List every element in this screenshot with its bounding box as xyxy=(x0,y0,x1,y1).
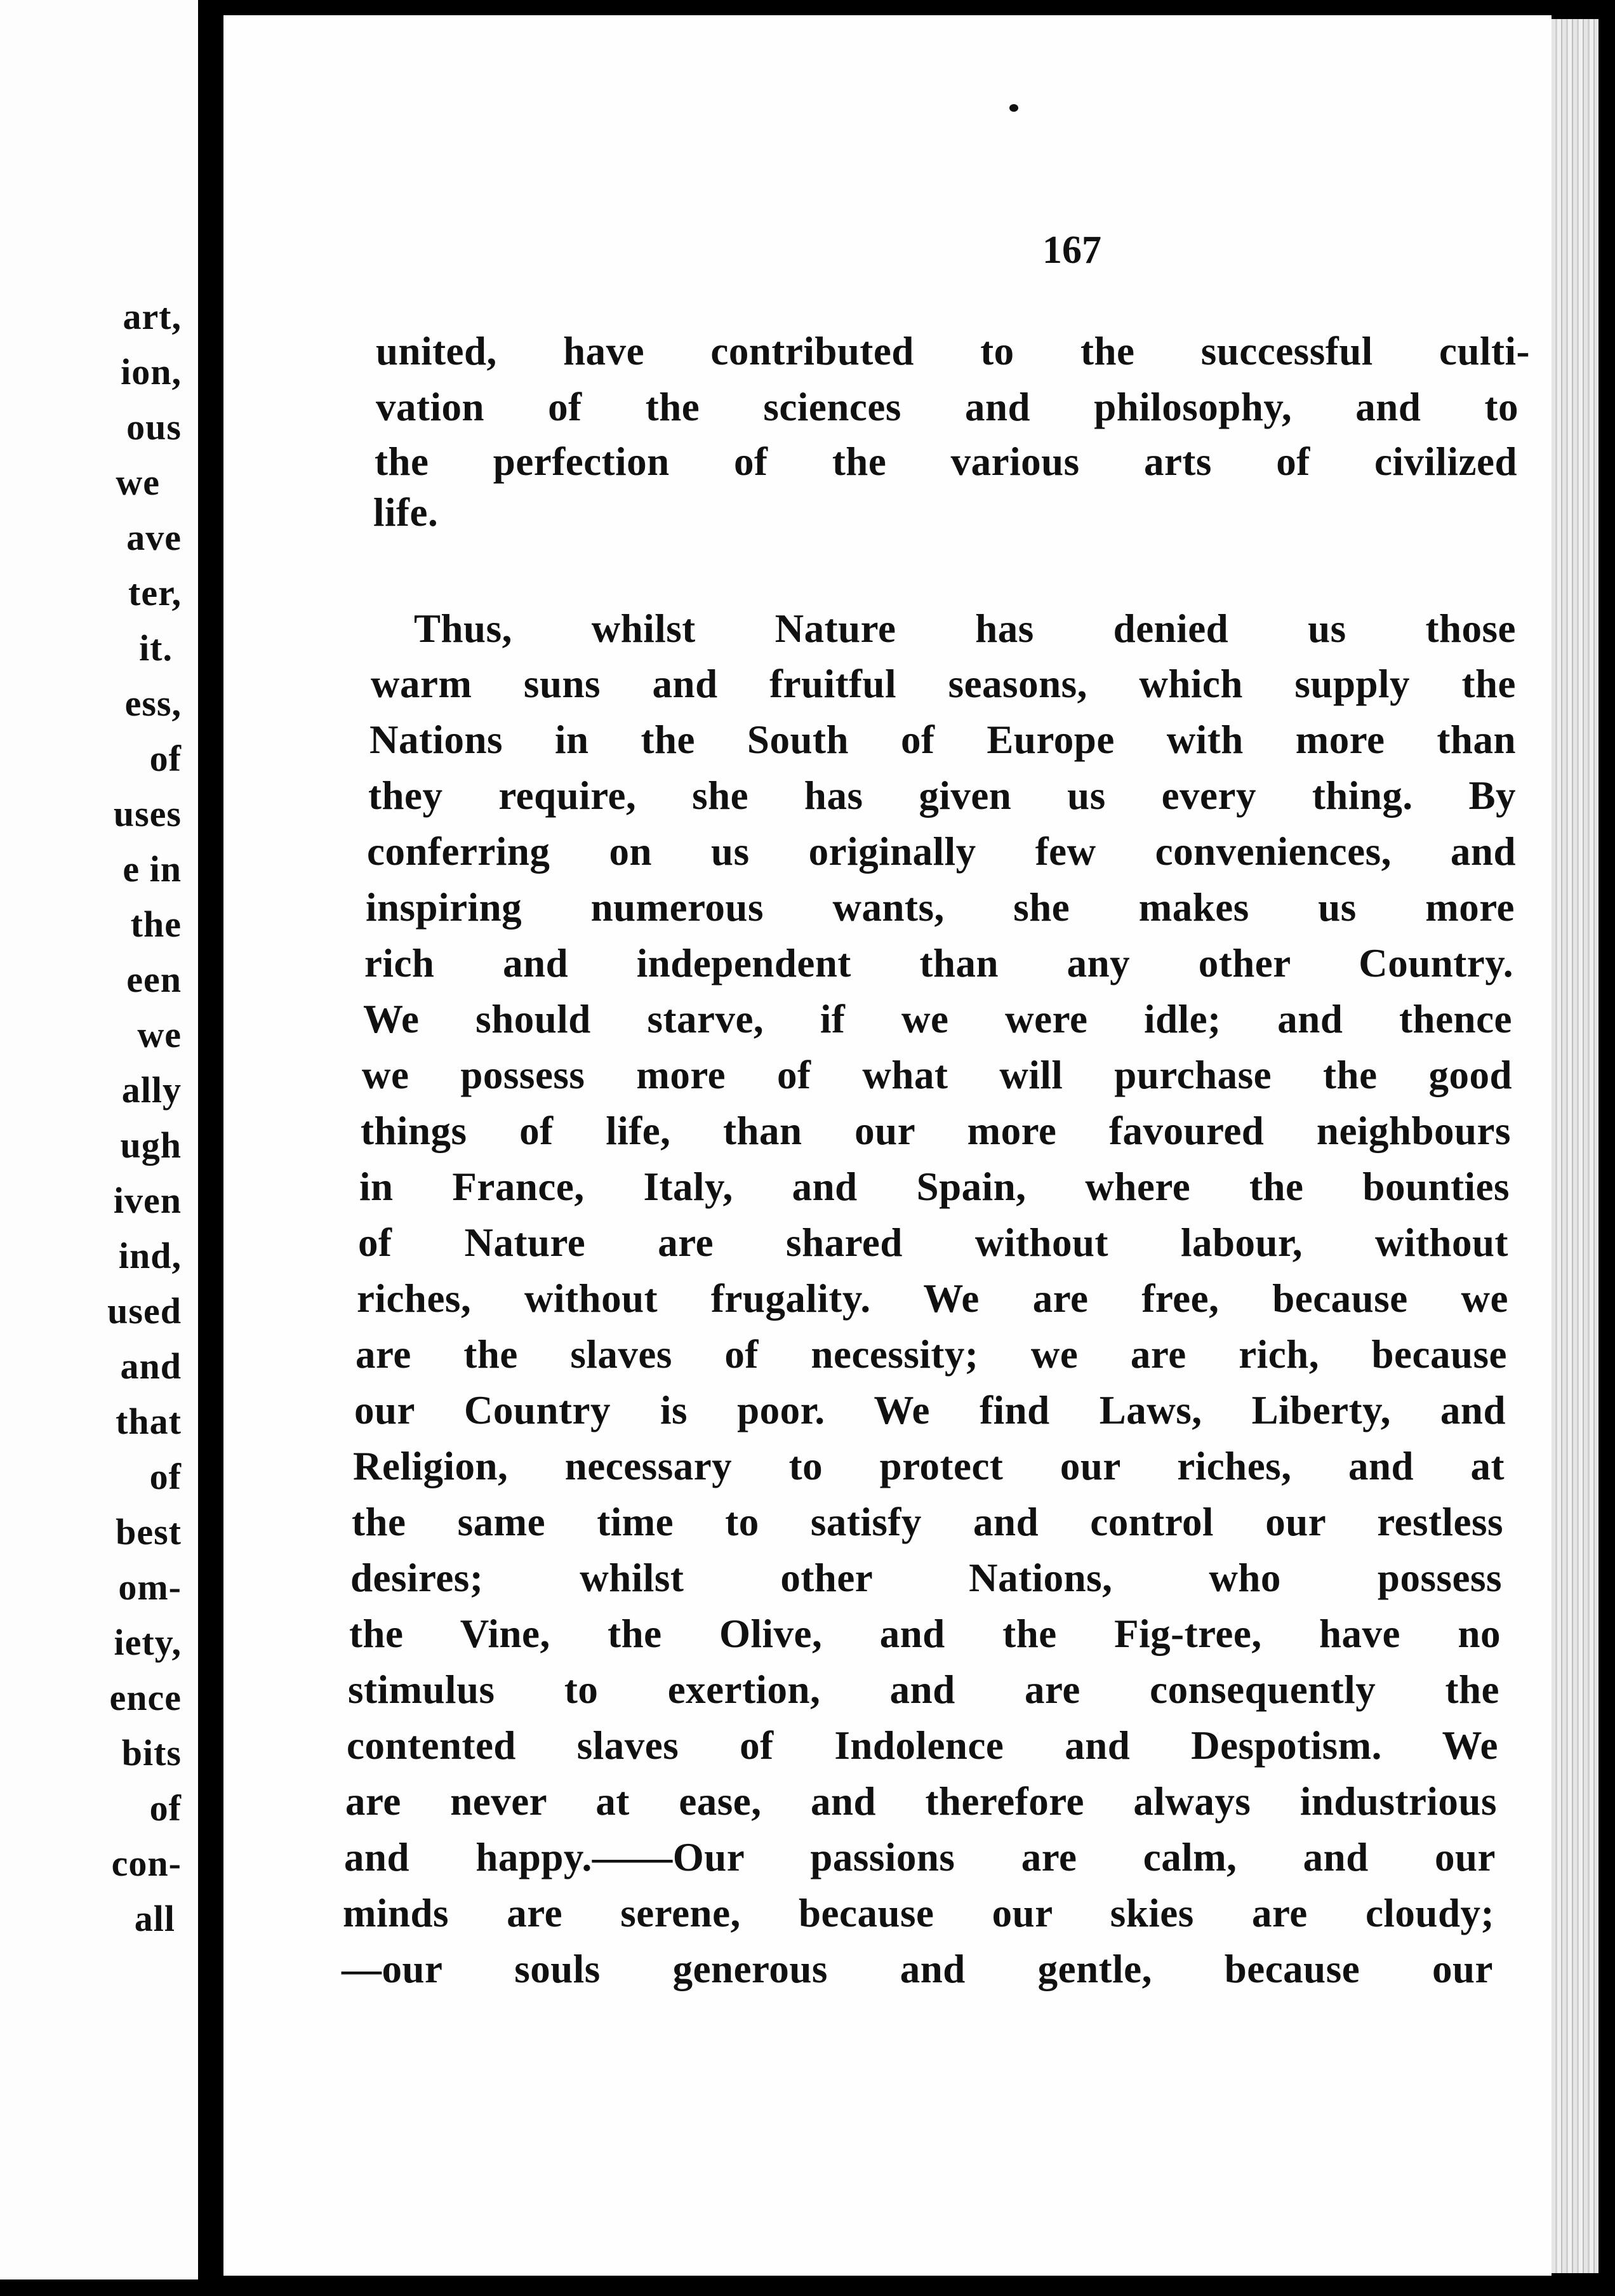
text-line: Nations in the South of Europe with more than xyxy=(369,718,1516,762)
text-line: rich and independent than any other Country. xyxy=(364,941,1513,985)
text-line: We should starve, if we were idle; and thence xyxy=(363,997,1512,1041)
text-line: desires; whilst other Nations, who possess xyxy=(350,1556,1502,1600)
facing-line: ous xyxy=(126,406,182,448)
text-line: the Vine, the Olive, and the Fig-tree, have no xyxy=(349,1612,1501,1656)
text-line: contented slaves of Indolence and Despotism. We xyxy=(347,1723,1498,1768)
text-line: are the slaves of necessity; we are rich, because xyxy=(356,1332,1507,1377)
text-line: and happy.——Our passions are calm, and our xyxy=(344,1835,1496,1879)
page-number: 167 xyxy=(1042,229,1101,272)
facing-line: ave xyxy=(126,517,182,558)
facing-line: it. xyxy=(139,627,173,669)
facing-line: ess, xyxy=(124,683,182,724)
text-line: they require, she has given us every thing. By xyxy=(368,773,1516,818)
facing-line: that xyxy=(116,1401,182,1442)
facing-line: con- xyxy=(111,1843,182,1884)
text-line: are never at ease, and therefore always industrious xyxy=(345,1779,1497,1824)
text-line: the same time to satisfy and control our restless xyxy=(352,1500,1503,1544)
text-line: in France, Italy, and Spain, where the bounties xyxy=(359,1165,1510,1209)
text-line: Thus, whilst Nature has denied us those xyxy=(414,606,1516,651)
book-page xyxy=(223,15,1552,2276)
text-line: the perfection of the various arts of civilized xyxy=(375,439,1517,484)
page-edge xyxy=(1552,19,1598,2273)
facing-line: iven xyxy=(113,1180,182,1221)
facing-line: bits xyxy=(121,1732,182,1773)
facing-line: iety, xyxy=(114,1622,182,1663)
text-line: warm suns and fruitful seasons, which supply the xyxy=(371,662,1516,706)
facing-line: ter, xyxy=(128,572,182,613)
facing-line: ally xyxy=(121,1069,182,1111)
text-line: minds are serene, because our skies are cloudy; xyxy=(343,1891,1494,1935)
facing-line: uses xyxy=(113,793,182,834)
text-line: vation of the sciences and philosophy, and to xyxy=(376,385,1519,429)
facing-line: art, xyxy=(123,296,182,337)
facing-line: e in xyxy=(123,848,182,890)
text-line: conferring on us originally few conveniences, and xyxy=(367,829,1516,874)
text-line: united, have contributed to the successful culti- xyxy=(376,329,1530,373)
facing-line: ence xyxy=(109,1677,182,1718)
facing-page xyxy=(0,0,198,2279)
text-line: Religion, necessary to protect our riches, and at xyxy=(353,1444,1505,1488)
facing-line: and xyxy=(120,1345,182,1387)
text-line: of Nature are shared without labour, without xyxy=(358,1220,1508,1265)
text-line: stimulus to exertion, and are consequently the xyxy=(348,1667,1499,1712)
facing-line: om- xyxy=(118,1566,182,1608)
body-text xyxy=(223,15,1552,2276)
text-line: things of life, than our more favoured neighbours xyxy=(361,1109,1511,1153)
facing-line: we xyxy=(137,1014,182,1055)
facing-line: we xyxy=(116,462,160,503)
facing-line: of xyxy=(149,1787,182,1829)
text-line: —our souls generous and gentle, because our xyxy=(342,1947,1493,1991)
facing-line: ion, xyxy=(121,351,182,392)
facing-line: een xyxy=(126,959,182,1000)
facing-line: used xyxy=(107,1290,182,1332)
facing-line: the xyxy=(130,904,182,945)
text-line: life. xyxy=(373,490,439,535)
facing-line: ugh xyxy=(120,1125,182,1166)
facing-line: of xyxy=(149,1456,182,1497)
text-line: inspiring numerous wants, she makes us more xyxy=(366,885,1515,930)
text-line: riches, without frugality. We are free, because we xyxy=(357,1276,1508,1321)
facing-line: of xyxy=(149,738,182,779)
facing-line: best xyxy=(116,1511,182,1552)
text-line: we possess more of what will purchase the good xyxy=(362,1053,1512,1097)
text-line: our Country is poor. We find Laws, Liberty, and xyxy=(354,1388,1506,1432)
facing-line: all xyxy=(134,1898,175,1939)
facing-line: ind, xyxy=(118,1235,182,1276)
